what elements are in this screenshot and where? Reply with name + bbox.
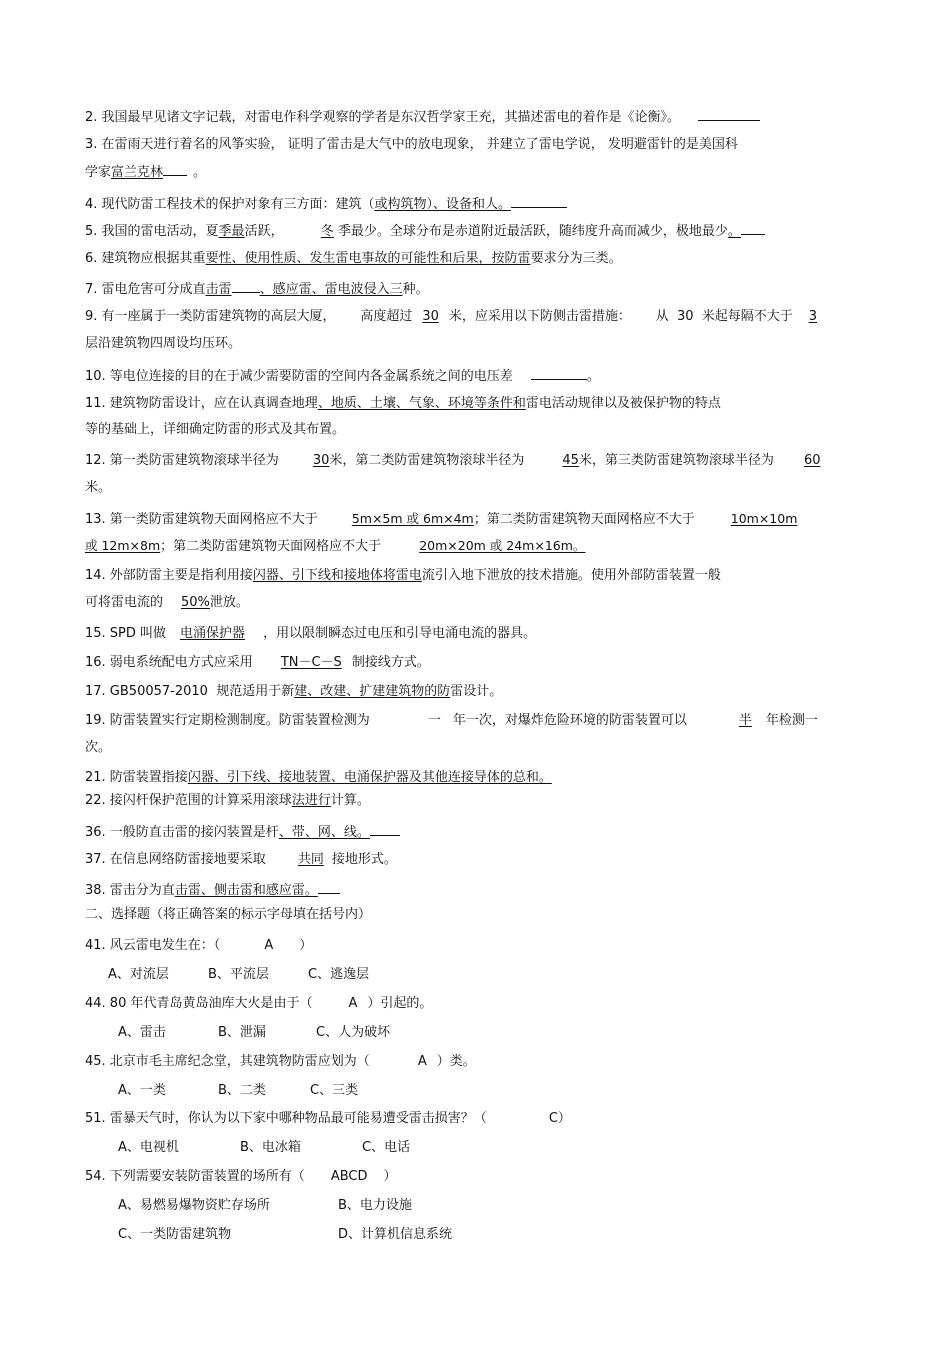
item-13-prefix: 13. 第一类防雷建筑物天面网格应不大于: [85, 512, 318, 527]
item-5: [85, 222, 765, 240]
item-5-prefix: 5. 我国的雷电活动，夏: [85, 224, 219, 239]
question-41: [85, 938, 312, 954]
item-14-answer-2: 50%: [181, 595, 210, 610]
q51-option-c: C、电话: [362, 1140, 411, 1155]
q51-option-b: B、电冰箱: [240, 1140, 301, 1155]
q54-option-b: B、电力设施: [338, 1198, 412, 1213]
q51-option-a: A、电视机: [118, 1140, 179, 1155]
item-14-suffix: 流引入地下泄放的技术措施。使用外部防雷装置一般: [421, 568, 721, 583]
item-13-line2: [85, 538, 585, 555]
item-16-suffix: 制接线方式。: [351, 655, 430, 670]
item-5-answer-1: 季最: [218, 224, 245, 239]
q45-prefix: 45. 北京市毛主席纪念堂，其建筑物防雷应划为（: [85, 1054, 370, 1069]
item-5-answer-2: 冬: [320, 224, 334, 239]
item-11-suffix: 雷电活动规律以及被保护物的特点: [525, 396, 721, 411]
item-21-answer: 闪器、引下线、接地装置、电涌保护器及其他连接导体的总和。: [187, 770, 552, 785]
item-19-prefix: 19. 防雷装置实行定期检测制度。防雷装置检测为: [85, 713, 370, 728]
item-3-answer: 富兰克林: [111, 165, 164, 180]
item-12-prefix: 12. 第一类防雷建筑物滚球半径为: [85, 453, 279, 468]
item-11-answer: 、地质、土壤、气象、环境等条件和: [317, 396, 526, 411]
item-14-prefix: 14. 外部防雷主要是指利用接: [85, 568, 253, 583]
item-16-prefix: 16. 弱电系统配电方式应采用: [85, 655, 253, 670]
item-11-prefix: 11. 建筑物防雷设计，应在认真调查地理: [85, 396, 318, 411]
item-10-prefix: 10. 等电位连接的目的在于减少需要防雷的空间内各金属系统之间的电压差: [85, 369, 513, 384]
item-12-answer-3: 60: [803, 453, 821, 468]
item-21: [85, 770, 558, 786]
item-17-prefix: 17. GB50057-2010 规范适用于新: [85, 684, 295, 699]
item-12-middle-1: 米，第二类防雷建筑物滚球半径为: [329, 453, 525, 468]
item-11-line1: [85, 396, 721, 412]
q54-option-a: A、易燃易爆物资贮存场所: [118, 1198, 270, 1213]
question-44: [85, 996, 432, 1012]
q51-suffix: ）: [557, 1111, 571, 1126]
q41-options: [108, 967, 369, 983]
item-16-answer: TN－C－S: [280, 655, 342, 670]
q51-options: [118, 1140, 410, 1156]
item-10-suffix: 。: [586, 369, 600, 384]
item-3-prefix: 学家: [85, 165, 112, 180]
answer-blank: [318, 881, 340, 894]
answer-blank: [232, 280, 260, 293]
q51-answer: C: [548, 1111, 558, 1126]
item-36-prefix: 36. 一般防直击雷的接闪装置是杆: [85, 825, 279, 840]
item-19-middle: 年一次，对爆炸危险环境的防雷装置可以: [452, 713, 687, 728]
item-6-answer: 要性、使用性质、发生雷电事故的可能性和后果，按防雷: [205, 251, 531, 266]
item-13-line1: [85, 511, 813, 528]
item-13-middle-2: ；第二类防雷建筑物天面网格应不大于: [160, 539, 382, 554]
item-12-answer-2: 45: [562, 453, 579, 468]
item-36: [85, 823, 400, 841]
q41-suffix: ）: [299, 938, 313, 953]
item-37-prefix: 37. 在信息网络防雷接地要采取: [85, 852, 266, 867]
q54-prefix: 54. 下列需要安装防雷装置的场所有（: [85, 1169, 305, 1184]
item-14-line1: [85, 568, 721, 584]
q45-options: [118, 1083, 358, 1099]
q44-option-b: B、泄漏: [218, 1025, 266, 1040]
item-14-answer: 闪器、引下线和接地体将雷电: [252, 568, 422, 583]
item-6-prefix: 6. 建筑物应根据其重: [85, 251, 206, 266]
item-36-answer: 、带、网、线。: [278, 825, 370, 840]
q44-suffix: ）引起的。: [367, 996, 433, 1011]
item-37-suffix: 接地形式。: [331, 852, 397, 867]
item-19-line2: 次。: [85, 740, 112, 755]
q54-options-row1: [118, 1198, 412, 1214]
q41-answer: A: [264, 938, 274, 953]
item-12-line1: [85, 453, 820, 469]
item-4-prefix: 4. 现代防雷工程技术的保护对象有三方面：建筑（: [85, 197, 375, 212]
item-17: [85, 684, 502, 700]
item-7: [85, 280, 429, 298]
item-7-suffix: 种。: [402, 282, 429, 297]
q41-option-b: B、平流层: [208, 967, 269, 982]
item-37: [85, 852, 397, 868]
item-10: [85, 367, 600, 385]
q54-options-row2: [118, 1227, 452, 1243]
item-3-line1: 3. 在雷雨天进行着名的风筝实验， 证明了雷击是大气中的放电现象， 并建立了雷电学说， 发明避雷针的是美国科: [85, 137, 738, 152]
section-2-heading: 二、选择题（将正确答案的标示字母填在括号内）: [85, 907, 372, 922]
q45-option-b: B、二类: [218, 1083, 266, 1098]
item-15: [85, 626, 536, 642]
item-38-prefix: 38. 雷击分为直: [85, 883, 175, 898]
q54-answer: ABCD: [330, 1169, 368, 1184]
item-4: [85, 195, 567, 213]
item-4-answer: 或构筑物）、设备和人。: [374, 197, 512, 212]
q45-option-a: A、一类: [118, 1083, 166, 1098]
q54-option-d: D、计算机信息系统: [338, 1227, 453, 1242]
item-19-answer-1: 一: [427, 713, 441, 728]
item-7-answer: 击雷: [205, 282, 232, 297]
item-19-suffix: 年检测一: [765, 713, 818, 728]
item-11-line2: 等的基础上，详细确定防雷的形式及其布置。: [85, 422, 346, 437]
q44-answer: A: [348, 996, 358, 1011]
question-45: [85, 1054, 476, 1070]
item-3-suffix: 。: [193, 165, 207, 180]
item-13-answer-1: 5m×5m 或 6m×4m: [351, 511, 474, 526]
item-19-answer-2: 半: [738, 713, 752, 728]
answer-blank: [741, 222, 765, 235]
item-2-text: 2. 我国最早见诸文字记载，对雷电作科学观察的学者是东汉哲学家王充，其描述雷电的着作是《论衡》。: [85, 110, 681, 125]
item-7-prefix: 7. 雷电危害可分成直: [85, 282, 206, 297]
item-13-answer-3: 或 12m×8m: [85, 538, 161, 553]
item-5-middle: 活跃，: [244, 224, 321, 239]
answer-blank: [531, 367, 587, 380]
item-16: [85, 655, 430, 671]
q44-option-a: A、雷击: [118, 1025, 166, 1040]
q44-option-c: C、人为破坏: [316, 1025, 391, 1040]
item-9-middle: 米，应采用以下防侧击雷措施： 从 30 米起每隔不大于: [448, 309, 793, 324]
q44-options: [118, 1025, 390, 1041]
item-38: [85, 881, 340, 899]
q45-option-c: C、三类: [310, 1083, 359, 1098]
item-9-answer-1: 30: [422, 309, 439, 324]
item-15-prefix: 15. SPD 叫做: [85, 626, 167, 641]
item-22: [85, 793, 370, 809]
q45-answer: A: [417, 1054, 427, 1069]
q44-prefix: 44. 80 年代青岛黄岛油库大火是由于（: [85, 996, 313, 1011]
item-22-answer: 法进行: [291, 793, 331, 808]
answer-blank: [163, 163, 187, 176]
item-19-line1: [85, 713, 818, 729]
item-22-suffix: 计算。: [330, 793, 370, 808]
item-17-answer: 建、改建、扩建建筑物的防: [294, 684, 451, 699]
q41-prefix: 41. 风云雷电发生在：（: [85, 938, 221, 953]
item-14-suffix-2: 泄放。: [209, 595, 249, 610]
item-6-suffix: 要求分为三类。: [530, 251, 622, 266]
q41-option-a: A、对流层: [108, 967, 169, 982]
answer-blank: [370, 823, 400, 836]
item-38-answer: 击雷、侧击雷和感应雷。: [174, 883, 318, 898]
item-9-line2: 层沿建筑物四周设均压环。: [85, 336, 242, 351]
q54-suffix: ）: [383, 1169, 397, 1184]
item-13-answer-4: 20m×20m 或 24m×16m。: [419, 538, 586, 553]
item-9-prefix: 9. 有一座属于一类防雷建筑物的高层大厦， 高度超过: [85, 309, 413, 324]
item-12-middle-2: 米，第三类防雷建筑物滚球半径为: [578, 453, 774, 468]
item-15-answer: 电涌保护器: [180, 626, 246, 641]
answer-blank: [698, 108, 760, 121]
item-6: [85, 251, 622, 267]
item-22-prefix: 22. 接闪杆保护范围的计算采用滚球: [85, 793, 292, 808]
item-14-prefix-2: 可将雷电流的: [85, 595, 164, 610]
q45-suffix: ）类。: [436, 1054, 476, 1069]
item-9-line1: [85, 309, 817, 325]
item-17-suffix: 雷设计。: [450, 684, 503, 699]
item-13-answer-2: 10m×10m: [730, 511, 798, 526]
q51-prefix: 51. 雷暴天气时，你认为以下家中哪种物品最可能易遭受雷击损害？（: [85, 1111, 487, 1126]
item-15-suffix: ，用以限制瞬态过电压和引导电涌电流的器具。: [263, 626, 537, 641]
item-7-middle: 、感应雷、雷电波侵入三: [259, 282, 403, 297]
item-2: [85, 108, 760, 126]
item-21-prefix: 21. 防雷装置指接: [85, 770, 188, 785]
q54-option-c: C、一类防雷建筑物: [118, 1227, 232, 1242]
answer-blank: [511, 195, 567, 208]
item-3-line2: [85, 163, 206, 181]
item-12-answer-1: 30: [312, 453, 330, 468]
item-12-line2: 米。: [85, 480, 112, 495]
item-14-line2: [85, 595, 249, 611]
item-5-end: 。: [727, 224, 741, 239]
item-13-middle: ；第二类防雷建筑物天面网格应不大于: [473, 512, 695, 527]
item-9-answer-2: 3: [808, 309, 818, 324]
q41-option-c: C、逃逸层: [308, 967, 370, 982]
item-5-suffix: 季最少。全球分布是赤道附近最活跃，随纬度升高而减少，极地最少: [333, 224, 728, 239]
question-51: [85, 1111, 571, 1127]
question-54: [85, 1169, 397, 1185]
item-37-answer: 共同: [297, 852, 324, 867]
